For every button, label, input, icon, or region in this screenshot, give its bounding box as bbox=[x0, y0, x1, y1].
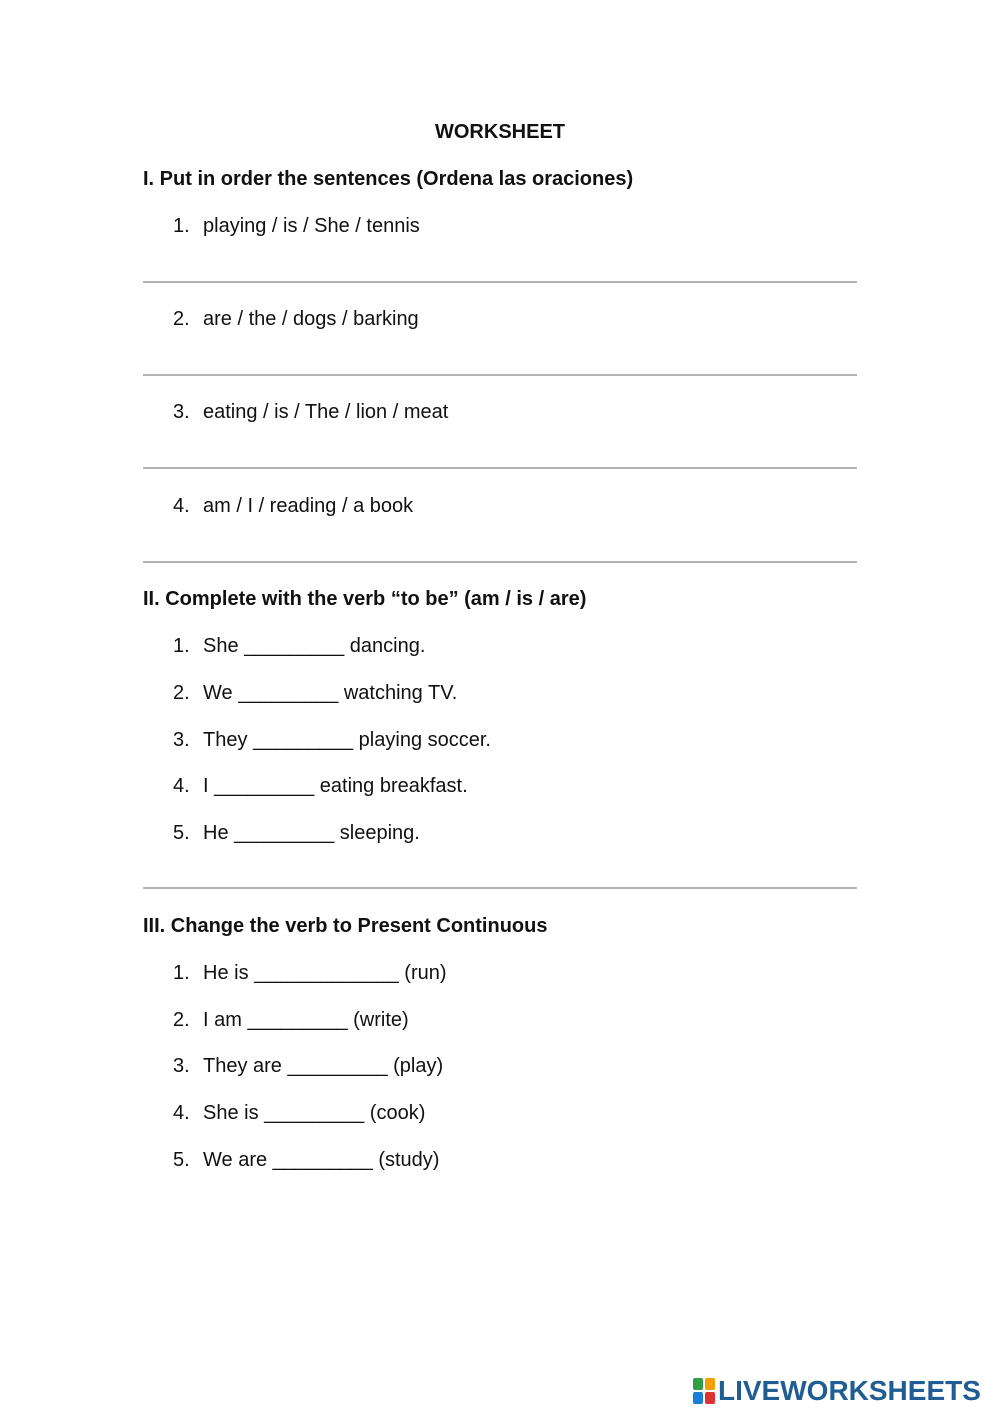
item-text: am / I / reading / a book bbox=[203, 495, 414, 517]
section-2-heading: II. Complete with the verb “to be” (am / is / are) bbox=[143, 588, 587, 610]
list-item bbox=[173, 962, 447, 985]
list-item bbox=[173, 1009, 409, 1032]
section-divider bbox=[143, 887, 857, 889]
item-text: They are _________ (play) bbox=[203, 1055, 444, 1077]
item-text: He _________ sleeping. bbox=[203, 822, 420, 844]
item-number: 2. bbox=[173, 1009, 190, 1031]
logo-text: LIVEWORKSHEETS bbox=[718, 1375, 981, 1406]
item-text: They _________ playing soccer. bbox=[203, 729, 491, 751]
item-text: We are _________ (study) bbox=[203, 1149, 440, 1171]
answer-line bbox=[143, 467, 857, 469]
list-item bbox=[173, 308, 419, 331]
list-item bbox=[173, 495, 413, 518]
item-text: eating / is / The / lion / meat bbox=[203, 401, 449, 423]
list-item bbox=[173, 1149, 439, 1172]
item-number: 2. bbox=[173, 682, 190, 704]
section-1-heading: I. Put in order the sentences (Ordena las oraciones) bbox=[143, 168, 634, 190]
answer-line bbox=[143, 561, 857, 563]
item-number: 5. bbox=[173, 822, 190, 844]
item-number: 1. bbox=[173, 215, 190, 237]
list-item bbox=[173, 729, 491, 752]
item-text: are / the / dogs / barking bbox=[203, 308, 419, 330]
item-text: We _________ watching TV. bbox=[203, 682, 458, 704]
list-item bbox=[173, 1055, 443, 1078]
list-item bbox=[173, 215, 420, 238]
item-number: 3. bbox=[173, 729, 190, 751]
page-title: WORKSHEET bbox=[435, 121, 565, 143]
item-text: He is _____________ (run) bbox=[203, 962, 447, 984]
item-number: 4. bbox=[173, 775, 190, 797]
item-number: 1. bbox=[173, 635, 190, 657]
logo-mark-icon bbox=[693, 1378, 715, 1404]
item-number: 3. bbox=[173, 401, 190, 423]
answer-line bbox=[143, 281, 857, 283]
list-item bbox=[173, 682, 457, 705]
list-item bbox=[173, 635, 425, 658]
answer-line bbox=[143, 374, 857, 376]
item-text: playing / is / She / tennis bbox=[203, 215, 420, 237]
item-number: 4. bbox=[173, 495, 190, 517]
item-number: 2. bbox=[173, 308, 190, 330]
list-item bbox=[173, 1102, 425, 1125]
item-text: I am _________ (write) bbox=[203, 1009, 409, 1031]
item-text: She is _________ (cook) bbox=[203, 1102, 426, 1124]
item-text: I _________ eating breakfast. bbox=[203, 775, 468, 797]
item-number: 1. bbox=[173, 962, 190, 984]
liveworksheets-logo[interactable] bbox=[693, 1375, 981, 1407]
section-3-heading: III. Change the verb to Present Continuous bbox=[143, 915, 548, 937]
list-item bbox=[173, 775, 468, 798]
list-item bbox=[173, 822, 420, 845]
item-number: 4. bbox=[173, 1102, 190, 1124]
list-item bbox=[173, 401, 448, 424]
item-number: 3. bbox=[173, 1055, 190, 1077]
item-text: She _________ dancing. bbox=[203, 635, 426, 657]
item-number: 5. bbox=[173, 1149, 190, 1171]
